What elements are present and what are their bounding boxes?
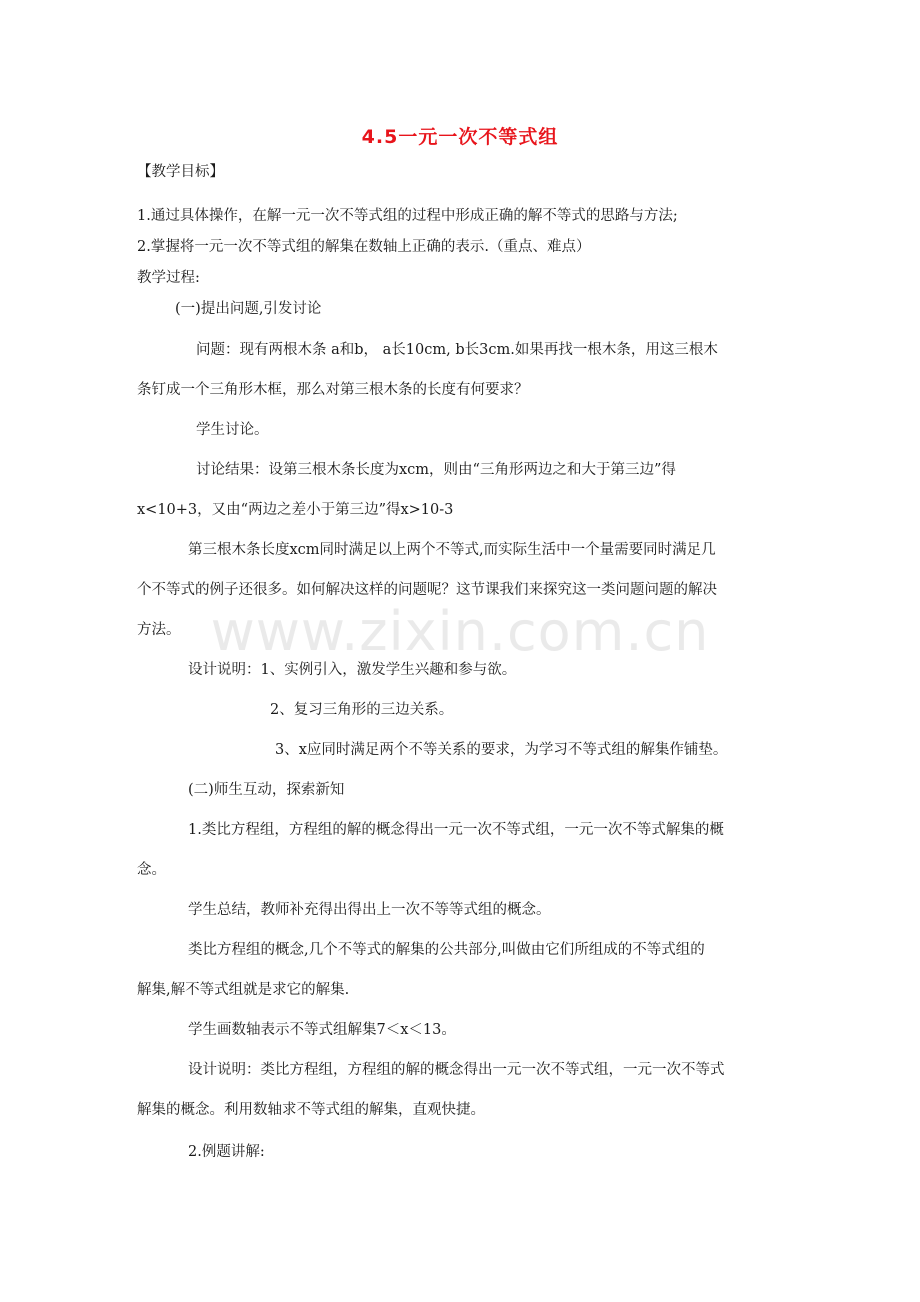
result-line-1: 讨论结果：设第三根木条长度为xcm，则由“三角形两边之和大于第三边”得 — [196, 462, 676, 478]
section-objectives: 【教学目标】 — [137, 164, 224, 180]
concept-line-1: 类比方程组的概念,几个不等式的解集的公共部分,叫做由它们所组成的不等式组的 — [188, 942, 705, 958]
concept-line-2: 解集,解不等式组就是求它的解集. — [137, 982, 350, 998]
part2-item1-line-2: 念。 — [137, 862, 166, 878]
design-note-2: 2、复习三角形的三边关系。 — [270, 702, 454, 718]
page-title: 4.5一元一次不等式组 — [361, 126, 559, 148]
part2-heading: (二)师生互动，探索新知 — [188, 782, 345, 798]
paragraph-line-2: 个不等式的例子还很多。如何解决这样的问题呢？这节课我们来探究这一类问题问题的解决 — [137, 582, 717, 598]
design-note-4-line-1: 设计说明：类比方程组，方程组的解的概念得出一元一次不等式组，一元一次不等式 — [188, 1062, 725, 1078]
problem-line-1: 问题：现有两根木条 a和b， a长10cm, b长3cm.如果再找一根木条，用这三根木 — [196, 342, 718, 358]
design-note-3: 3、x应同时满足两个不等关系的要求，为学习不等式组的解集作铺垫。 — [275, 742, 728, 758]
numberline-task: 学生画数轴表示不等式组解集7＜x＜13。 — [188, 1022, 456, 1038]
objective-2: 2.掌握将一元一次不等式组的解集在数轴上正确的表示.（重点、难点） — [137, 239, 591, 255]
design-note-4-line-2: 解集的概念。利用数轴求不等式组的解集，直观快捷。 — [137, 1102, 485, 1118]
paragraph-line-1: 第三根木条长度xcm同时满足以上两个不等式,而实际生活中一个量需要同时满足几 — [188, 542, 716, 558]
student-discuss: 学生讨论。 — [196, 422, 269, 438]
example-heading: 2.例题讲解: — [188, 1144, 265, 1160]
part2-item1-line-1: 1.类比方程组，方程组的解的概念得出一元一次不等式组，一元一次不等式解集的概 — [188, 822, 724, 838]
watermark: www.zixin.com.cn — [210, 600, 710, 663]
process-label: 教学过程: — [137, 270, 200, 286]
result-line-2: x<10+3，又由“两边之差小于第三边”得x>10-3 — [137, 502, 454, 518]
student-summary: 学生总结，教师补充得出得出上一次不等等式组的概念。 — [188, 902, 551, 918]
design-note-1: 设计说明：1、实例引入，激发学生兴趣和参与欲。 — [188, 662, 517, 678]
part1-heading: (一)提出问题,引发讨论 — [175, 301, 322, 317]
problem-line-2: 条钉成一个三角形木框，那么对第三根木条的长度有何要求？ — [137, 382, 529, 398]
paragraph-line-3: 方法。 — [137, 622, 181, 638]
objective-1: 1.通过具体操作，在解一元一次不等式组的过程中形成正确的解不等式的思路与方法; — [137, 208, 678, 224]
